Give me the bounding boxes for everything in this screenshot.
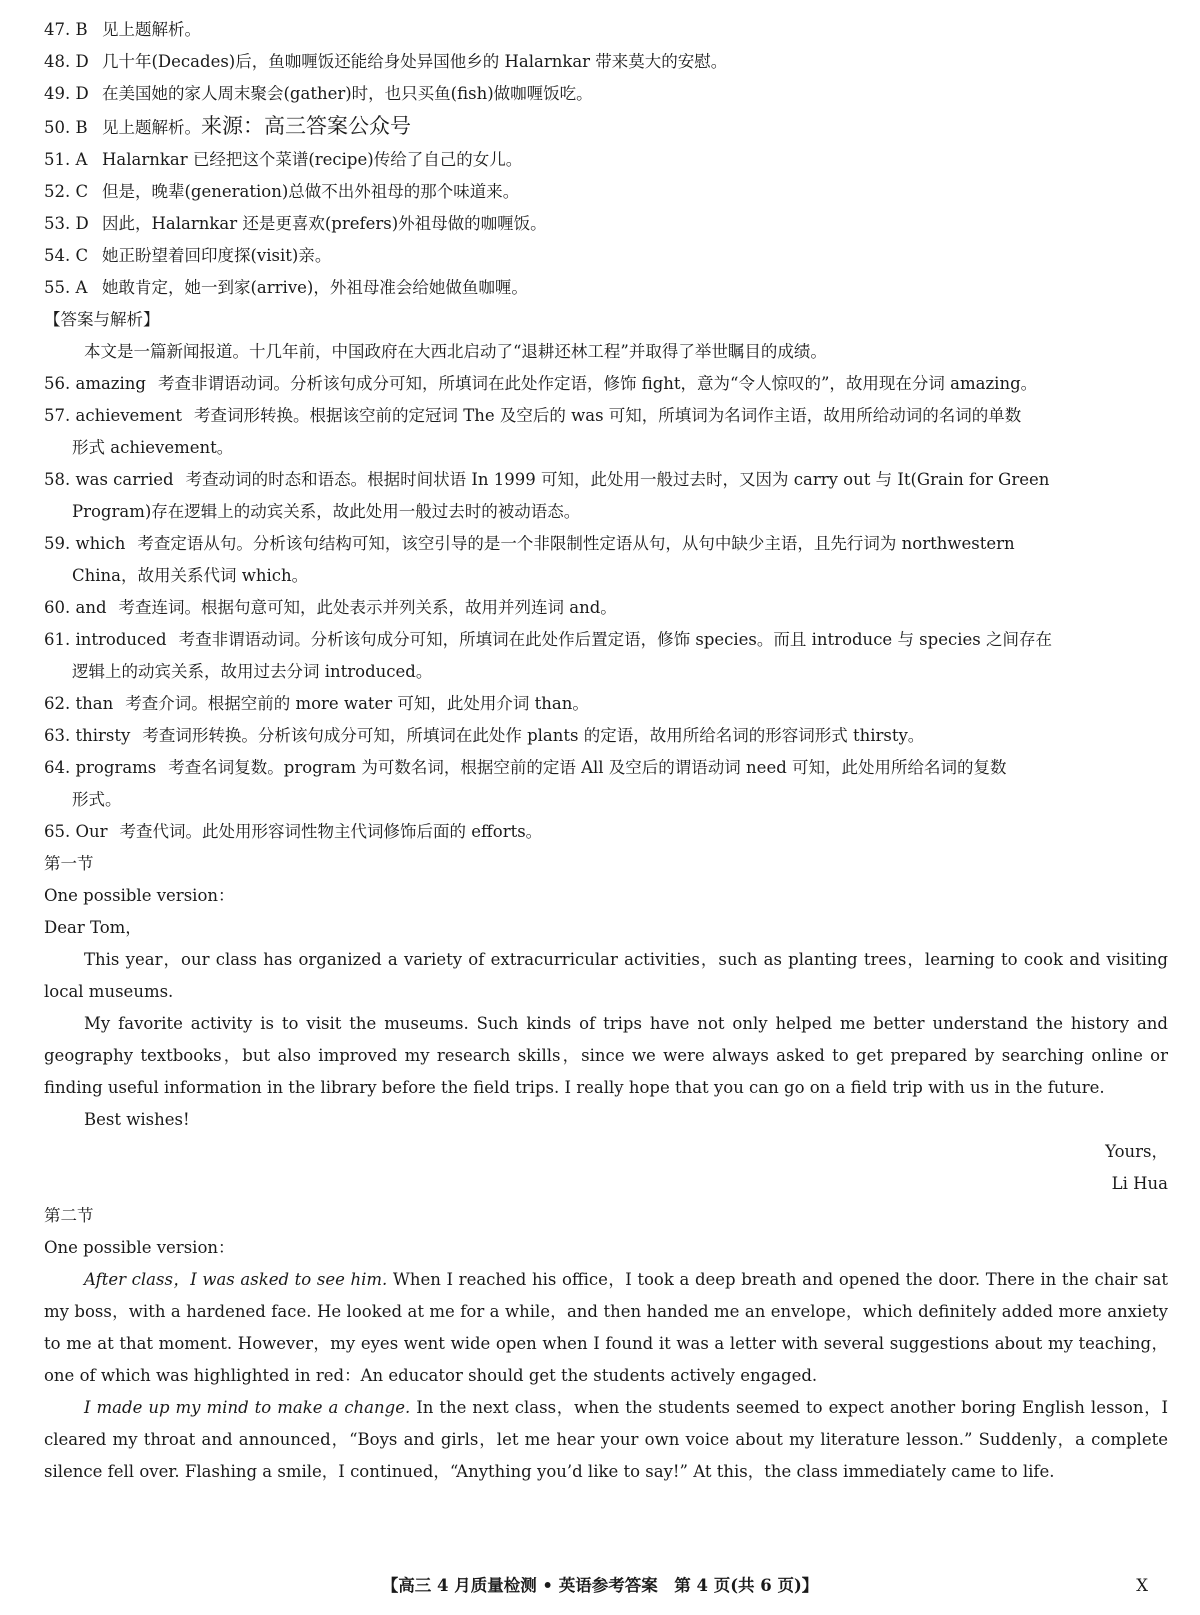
- letter-sign-off: Yours，: [1105, 1142, 1168, 1161]
- answer-53: 53. D 因此，Halarnkar 还是更喜欢(prefers)外祖母做的咖喱饭。: [44, 214, 547, 233]
- letter-signature: Li Hua: [1111, 1174, 1168, 1193]
- answer-63: 63. thirsty 考查词形转换。分析该句成分可知，所填词在此处作 plants 的定语，故用所给名词的形容词形式 thirsty。: [44, 726, 925, 745]
- answer-57: 57. achievement 考查词形转换。根据该空前的定冠词 The 及空后的 was 可知，所填词为名词作主语，故用所给动词的名词的单数: [44, 406, 1022, 425]
- answer-50: 50. B 见上题解析。来源：高三答案公众号: [44, 114, 411, 138]
- footer-title: 【高三 4 月质量检测 • 英语参考答案 第 4 页(共 6 页)】: [381, 1576, 819, 1595]
- answer-64: 64. programs 考查名词复数。program 为可数名词，根据空前的定语 All 及空后的谓语动词 need 可知，此处用所给名词的复数: [44, 758, 1007, 777]
- intro-paragraph: 本文是一篇新闻报道。十几年前，中国政府在大西北启动了“退耕还林工程”并取得了举世瞩目的成绩。: [84, 342, 827, 361]
- answer-60: 60. and 考查连词。根据句意可知，此处表示并列关系，故用并列连词 and。: [44, 598, 617, 617]
- section-one-title: 第一节: [44, 854, 94, 873]
- answer-61: 61. introduced 考查非谓语动词。分析该句成分可知，所填词在此处作后置定语，修饰 species。而且 introduce 与 species 之间存在: [44, 630, 1052, 649]
- answer-65: 65. Our 考查代词。此处用形容词性物主代词修饰后面的 efforts。: [44, 822, 543, 841]
- answer-48: 48. D 几十年(Decades)后，鱼咖喱饭还能给身处异国他乡的 Halarnkar 带来莫大的安慰。: [44, 52, 728, 71]
- content: [44, 14, 1168, 1488]
- story-opening-2: I made up my mind to make a change.: [84, 1398, 411, 1417]
- footer-mark: X: [1136, 1576, 1148, 1595]
- answer-51: 51. A Halarnkar 已经把这个菜谱(recipe)传给了自己的女儿。: [44, 150, 523, 169]
- answer-57-cont: 形式 achievement。: [72, 438, 234, 457]
- section-two-title: 第二节: [44, 1206, 94, 1225]
- section-heading: 【答案与解析】: [44, 310, 160, 329]
- answer-55: 55. A 她敢肯定，她一到家(arrive)，外祖母准会给她做鱼咖喱。: [44, 278, 528, 297]
- story-paragraph-2: I made up my mind to make a change. In the next class，when the students seemed to expect another boring English lesson，I cleared my throat and announced，“Boys and girls，let me hear your own voice about my literature lesson.” Suddenly，a complete silence fell over. Flashing a smile，I continued，“Anything you’d like to say!” At this，the class immediately came to life.: [44, 1398, 1168, 1481]
- answer-61-cont: 逻辑上的动宾关系，故用过去分词 introduced。: [72, 662, 433, 681]
- answer-56: 56. amazing 考查非谓语动词。分析该句成分可知，所填词在此处作定语，修饰 fight，意为“令人惊叹的”，故用现在分词 amazing。: [44, 374, 1038, 393]
- answer-58-cont: Program)存在逻辑上的动宾关系，故此处用一般过去时的被动语态。: [72, 502, 581, 521]
- answer-62: 62. than 考查介词。根据空前的 more water 可知，此处用介词 than。: [44, 694, 589, 713]
- answer-59-cont: China，故用关系代词 which。: [72, 566, 309, 585]
- answer-47: 47. B 见上题解析。: [44, 20, 201, 39]
- answer-58: 58. was carried 考查动词的时态和语态。根据时间状语 In 1999 可知，此处用一般过去时，又因为 carry out 与 It(Grain for Green: [44, 470, 1050, 489]
- story-opening-1: After class，I was asked to see him.: [84, 1270, 388, 1289]
- answer-54: 54. C 她正盼望着回印度探(visit)亲。: [44, 246, 332, 265]
- source-note: 来源：高三答案公众号: [201, 114, 411, 138]
- letter-paragraph-2: My favorite activity is to visit the museums. Such kinds of trips have not only helped me better understand the history and geography textbooks，but also improved my research skills，since we were always asked to get prepared by searching online or finding useful information in the library before the field trips. I really hope that you can go on a field trip with us in the future.: [44, 1014, 1168, 1097]
- letter-closing: Best wishes!: [84, 1110, 190, 1129]
- possible-version-label: One possible version：: [44, 886, 235, 905]
- possible-version-label-2: One possible version：: [44, 1238, 235, 1257]
- letter-paragraph-1: This year，our class has organized a variety of extracurricular activities，such as planting trees，learning to cook and visiting local museums.: [44, 950, 1168, 1001]
- answer-49: 49. D 在美国她的家人周末聚会(gather)时，也只买鱼(fish)做咖喱饭吃。: [44, 84, 593, 103]
- answer-52: 52. C 但是，晚辈(generation)总做不出外祖母的那个味道来。: [44, 182, 520, 201]
- story-paragraph-1: After class，I was asked to see him. When I reached his office，I took a deep breath and opened the door. There in the chair sat my boss，with a hardened face. He looked at me for a while，and then handed me an envelope，which definitely added more anxiety to me at that moment. However，my eyes went wide open when I found it was a letter with several suggestions about my teaching，one of which was highlighted in red：An educator should get the students actively engaged.: [44, 1270, 1168, 1385]
- page-footer: [0, 1570, 1200, 1602]
- answer-64-cont: 形式。: [72, 790, 122, 809]
- letter-greeting: Dear Tom，: [44, 918, 142, 937]
- answer-59: 59. which 考查定语从句。分析该句结构可知，该空引导的是一个非限制性定语从句，从句中缺少主语，且先行词为 northwestern: [44, 534, 1015, 553]
